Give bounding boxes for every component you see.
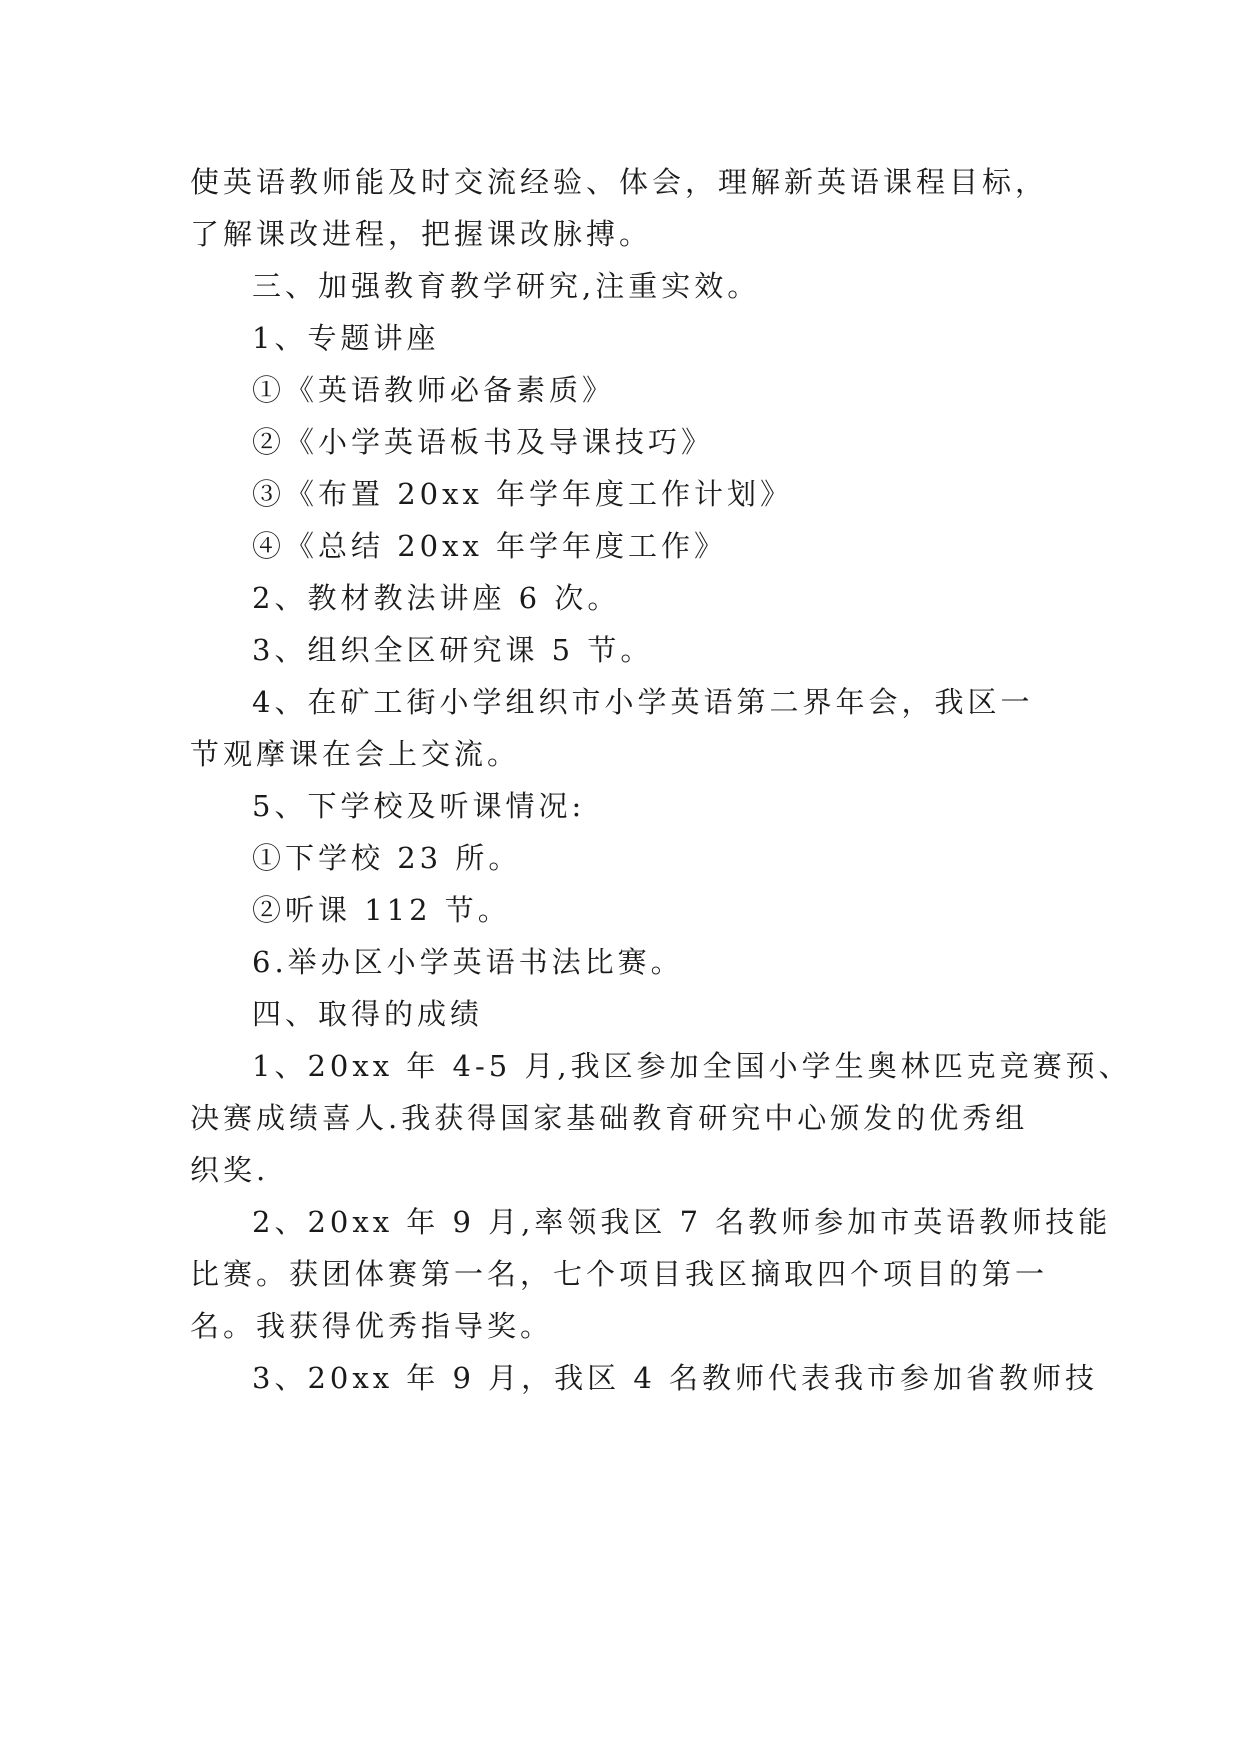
list-item: ①《英语教师必备素质》 xyxy=(252,373,616,407)
paragraph-line: 决赛成绩喜人.我获得国家基础教育研究中心颁发的优秀组 xyxy=(190,1101,1029,1135)
paragraph-line: 节观摩课在会上交流。 xyxy=(190,737,521,771)
list-item: 3、20xx 年 9 月，我区 4 名教师代表我市参加省教师技 xyxy=(252,1361,1099,1395)
list-item: 1、专题讲座 xyxy=(252,321,440,355)
paragraph-line: 名。我获得优秀指导奖。 xyxy=(190,1309,554,1343)
list-item: 5、下学校及听课情况: xyxy=(252,789,586,823)
list-item: ①下学校 23 所。 xyxy=(252,841,522,875)
list-item: ②《小学英语板书及导课技巧》 xyxy=(252,425,715,459)
paragraph-line: 比赛。获团体赛第一名，七个项目我区摘取四个项目的第一 xyxy=(190,1257,1049,1291)
paragraph-line: 使英语教师能及时交流经验、体会，理解新英语课程目标， xyxy=(190,165,1049,199)
list-item: 2、教材教法讲座 6 次。 xyxy=(252,581,621,615)
list-item: 3、组织全区研究课 5 节。 xyxy=(252,633,654,667)
list-item: ④《总结 20xx 年学年度工作》 xyxy=(252,529,728,563)
list-item: 2、20xx 年 9 月,率领我区 7 名教师参加市英语教师技能 xyxy=(252,1205,1112,1239)
section-heading: 三、加强教育教学研究,注重实效。 xyxy=(252,269,761,303)
paragraph-line: 织奖. xyxy=(190,1153,270,1187)
list-item: ②听课 112 节。 xyxy=(252,893,511,927)
list-item: 6.举办区小学英语书法比赛。 xyxy=(252,945,684,979)
paragraph-line: 了解课改进程，把握课改脉搏。 xyxy=(190,217,653,251)
list-item: 4、在矿工街小学组织市小学英语第二界年会，我区一 xyxy=(252,685,1034,719)
list-item: ③《布置 20xx 年学年度工作计划》 xyxy=(252,477,794,511)
list-item: 1、20xx 年 4-5 月,我区参加全国小学生奥林匹克竞赛预、 xyxy=(252,1049,1132,1083)
section-heading: 四、取得的成绩 xyxy=(252,997,484,1031)
